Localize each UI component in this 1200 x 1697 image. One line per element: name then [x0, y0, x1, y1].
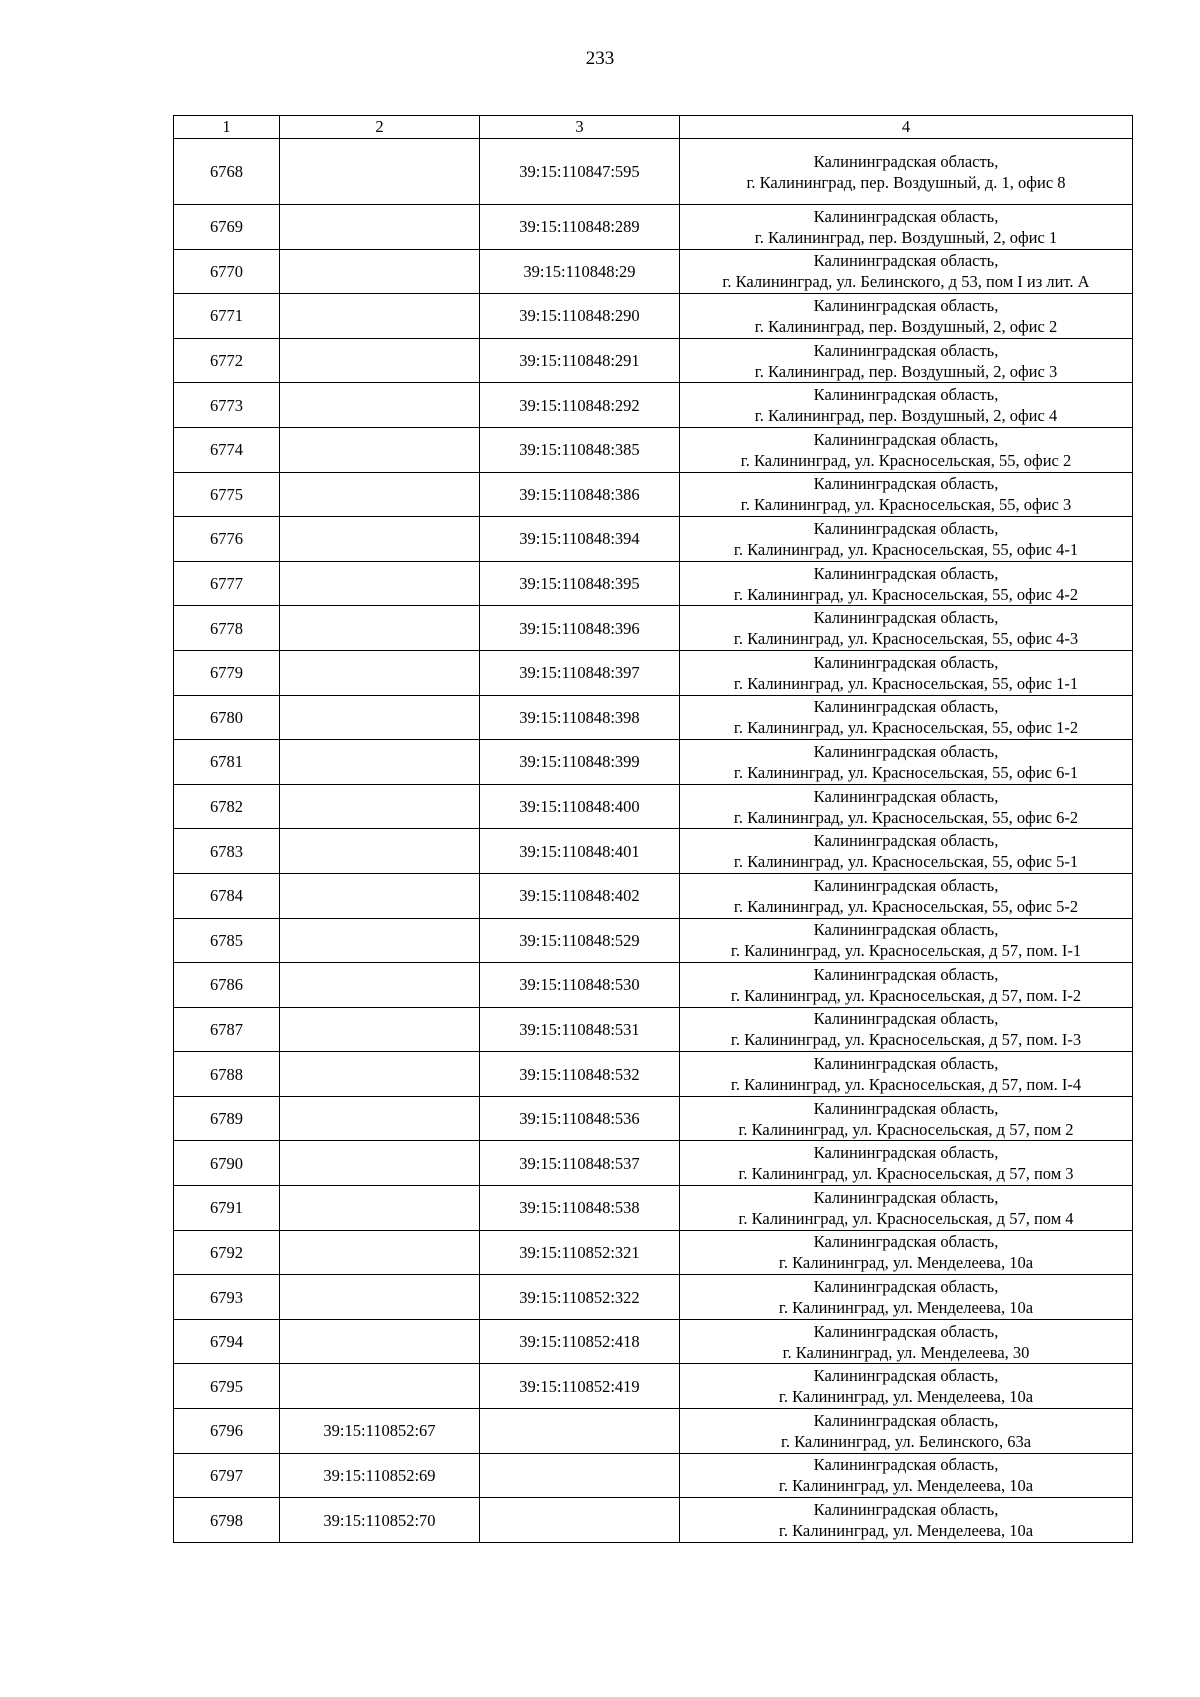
address-region: Калининградская область, [813, 1187, 999, 1207]
address-region: Калининградская область, [813, 964, 999, 984]
row-number: 6786 [174, 963, 280, 1008]
cadastral-number-col2 [280, 338, 480, 383]
address-cell [680, 383, 1133, 428]
address-street: г. Калининград, ул. Менделеева, 10а [778, 1387, 1034, 1407]
row-number: 6784 [174, 873, 280, 918]
address-region: Калининградская область, [813, 474, 999, 494]
table-body [174, 139, 1133, 1543]
cadastral-number-col3: 39:15:110847:595 [480, 139, 680, 205]
table-row [174, 249, 1133, 294]
row-number: 6780 [174, 695, 280, 740]
cadastral-number-col3: 39:15:110848:394 [480, 517, 680, 562]
cadastral-number-col2 [280, 1319, 480, 1364]
cadastral-number-col2 [280, 650, 480, 695]
table-row [174, 650, 1133, 695]
address-region: Калининградская область, [813, 920, 999, 940]
address-street: г. Калининград, ул. Менделеева, 10а [778, 1253, 1034, 1273]
table-header [174, 116, 1133, 139]
cadastral-number-col3: 39:15:110848:537 [480, 1141, 680, 1186]
address-cell [680, 1453, 1133, 1498]
cadastral-number-col2 [280, 1007, 480, 1052]
row-number: 6773 [174, 383, 280, 428]
row-number: 6790 [174, 1141, 280, 1186]
address-region: Калининградская область, [813, 518, 999, 538]
cadastral-number-col2 [280, 784, 480, 829]
address-street: г. Калининград, ул. Красносельская, 55, офис 2 [740, 450, 1072, 470]
row-number: 6775 [174, 472, 280, 517]
row-number: 6770 [174, 249, 280, 294]
row-number: 6776 [174, 517, 280, 562]
cadastral-number-col3: 39:15:110848:396 [480, 606, 680, 651]
address-cell [680, 427, 1133, 472]
cadastral-number-col3: 39:15:110848:290 [480, 294, 680, 339]
cadastral-number-col2: 39:15:110852:67 [280, 1409, 480, 1454]
cadastral-number-col2 [280, 472, 480, 517]
table-row [174, 139, 1133, 205]
row-number: 6774 [174, 427, 280, 472]
address-region: Калининградская область, [813, 151, 999, 171]
address-cell [680, 1498, 1133, 1543]
cadastral-number-col3: 39:15:110848:386 [480, 472, 680, 517]
address-region: Калининградская область, [813, 251, 999, 271]
address-street: г. Калининград, ул. Менделеева, 10а [778, 1298, 1034, 1318]
address-region: Калининградская область, [813, 295, 999, 315]
cadastral-number-col2 [280, 249, 480, 294]
cadastral-number-col2: 39:15:110852:69 [280, 1453, 480, 1498]
table-row [174, 963, 1133, 1008]
address-street: г. Калининград, ул. Менделеева, 30 [782, 1342, 1030, 1362]
address-cell [680, 1096, 1133, 1141]
address-cell [680, 517, 1133, 562]
cadastral-number-col2 [280, 695, 480, 740]
cadastral-number-col2 [280, 1364, 480, 1409]
address-street: г. Калининград, ул. Красносельская, 55, офис 4-2 [733, 584, 1079, 604]
address-cell [680, 695, 1133, 740]
cadastral-number-col3 [480, 1409, 680, 1454]
table-row [174, 427, 1133, 472]
address-cell [680, 139, 1133, 205]
cadastral-number-col3 [480, 1498, 680, 1543]
table-row [174, 1409, 1133, 1454]
cadastral-number-col3: 39:15:110852:419 [480, 1364, 680, 1409]
row-number: 6782 [174, 784, 280, 829]
row-number: 6794 [174, 1319, 280, 1364]
address-region: Калининградская область, [813, 1277, 999, 1297]
address-cell [680, 472, 1133, 517]
row-number: 6772 [174, 338, 280, 383]
table-row [174, 1364, 1133, 1409]
cadastral-number-col3: 39:15:110848:29 [480, 249, 680, 294]
table-row [174, 561, 1133, 606]
table-row [174, 1498, 1133, 1543]
cadastral-number-col2 [280, 1275, 480, 1320]
address-region: Калининградская область, [813, 741, 999, 761]
address-cell [680, 1319, 1133, 1364]
address-street: г. Калининград, ул. Красносельская, 55, офис 3 [740, 495, 1072, 515]
address-street: г. Калининград, ул. Красносельская, 55, офис 1-1 [733, 673, 1079, 693]
cadastral-number-col3: 39:15:110848:397 [480, 650, 680, 695]
cadastral-number-col3: 39:15:110848:402 [480, 873, 680, 918]
cadastral-number-col2 [280, 1096, 480, 1141]
cadastral-number-col2 [280, 383, 480, 428]
address-cell [680, 338, 1133, 383]
address-cell [680, 1230, 1133, 1275]
cadastral-number-col3: 39:15:110848:385 [480, 427, 680, 472]
address-cell [680, 650, 1133, 695]
table-row [174, 294, 1133, 339]
address-cell [680, 205, 1133, 250]
address-street: г. Калининград, ул. Менделеева, 10а [778, 1521, 1034, 1541]
column-header-2: 2 [280, 116, 480, 139]
row-number: 6787 [174, 1007, 280, 1052]
address-street: г. Калининград, ул. Красносельская, д 57, пом. I-2 [730, 985, 1082, 1005]
table-row [174, 383, 1133, 428]
address-region: Калининградская область, [813, 1321, 999, 1341]
cadastral-number-col3: 39:15:110848:538 [480, 1186, 680, 1231]
cadastral-number-col3: 39:15:110848:399 [480, 740, 680, 785]
row-number: 6797 [174, 1453, 280, 1498]
cadastral-number-col2 [280, 427, 480, 472]
cadastral-number-col2 [280, 205, 480, 250]
row-number: 6789 [174, 1096, 280, 1141]
table-row [174, 1319, 1133, 1364]
address-street: г. Калининград, пер. Воздушный, 2, офис 4 [754, 406, 1058, 426]
cadastral-number-col2 [280, 517, 480, 562]
address-street: г. Калининград, ул. Белинского, д 53, пом I из лит. А [722, 272, 1090, 292]
row-number: 6785 [174, 918, 280, 963]
row-number: 6795 [174, 1364, 280, 1409]
cadastral-number-col3: 39:15:110848:529 [480, 918, 680, 963]
table-row [174, 338, 1133, 383]
cadastral-number-col2 [280, 1230, 480, 1275]
address-region: Калининградская область, [813, 1054, 999, 1074]
table-row [174, 1096, 1133, 1141]
table-row [174, 1007, 1133, 1052]
header-row [174, 116, 1133, 139]
row-number: 6792 [174, 1230, 280, 1275]
address-region: Калининградская область, [813, 608, 999, 628]
address-region: Калининградская область, [813, 429, 999, 449]
cadastral-number-col3: 39:15:110848:292 [480, 383, 680, 428]
address-street: г. Калининград, ул. Красносельская, 55, офис 6-2 [733, 807, 1079, 827]
row-number: 6796 [174, 1409, 280, 1454]
row-number: 6791 [174, 1186, 280, 1231]
row-number: 6798 [174, 1498, 280, 1543]
address-region: Калининградская область, [813, 1232, 999, 1252]
cadastral-number-col2 [280, 1052, 480, 1097]
column-header-4: 4 [680, 116, 1133, 139]
address-region: Калининградская область, [813, 831, 999, 851]
cadastral-number-col2 [280, 561, 480, 606]
table-row [174, 606, 1133, 651]
row-number: 6788 [174, 1052, 280, 1097]
table-row [174, 695, 1133, 740]
address-cell [680, 829, 1133, 874]
row-number: 6778 [174, 606, 280, 651]
table-row [174, 1453, 1133, 1498]
address-region: Калининградская область, [813, 1098, 999, 1118]
address-cell [680, 1141, 1133, 1186]
cadastral-number-col3: 39:15:110848:400 [480, 784, 680, 829]
cadastral-number-col3: 39:15:110848:532 [480, 1052, 680, 1097]
address-cell [680, 963, 1133, 1008]
cadastral-number-col2 [280, 1186, 480, 1231]
row-number: 6768 [174, 139, 280, 205]
address-region: Калининградская область, [813, 786, 999, 806]
row-number: 6793 [174, 1275, 280, 1320]
address-cell [680, 1186, 1133, 1231]
address-cell [680, 784, 1133, 829]
table-row [174, 205, 1133, 250]
row-number: 6783 [174, 829, 280, 874]
address-street: г. Калининград, ул. Красносельская, д 57, пом 2 [738, 1119, 1074, 1139]
address-region: Калининградская область, [813, 1410, 999, 1430]
table-row [174, 1275, 1133, 1320]
row-number: 6771 [174, 294, 280, 339]
address-street: г. Калининград, ул. Красносельская, д 57, пом 3 [738, 1164, 1074, 1184]
cadastral-number-col3: 39:15:110848:401 [480, 829, 680, 874]
address-region: Калининградская область, [813, 340, 999, 360]
row-number: 6769 [174, 205, 280, 250]
row-number: 6777 [174, 561, 280, 606]
address-street: г. Калининград, ул. Менделеева, 10а [778, 1476, 1034, 1496]
address-region: Калининградская область, [813, 652, 999, 672]
table-row [174, 873, 1133, 918]
address-cell [680, 1052, 1133, 1097]
address-region: Калининградская область, [813, 385, 999, 405]
address-street: г. Калининград, ул. Красносельская, 55, офис 6-1 [733, 762, 1079, 782]
cadastral-number-col2: 39:15:110852:70 [280, 1498, 480, 1543]
row-number: 6779 [174, 650, 280, 695]
address-street: г. Калининград, пер. Воздушный, 2, офис 1 [754, 227, 1058, 247]
cadastral-number-col3 [480, 1453, 680, 1498]
address-region: Калининградская область, [813, 563, 999, 583]
table-row [174, 829, 1133, 874]
address-cell [680, 606, 1133, 651]
table-row [174, 1230, 1133, 1275]
address-street: г. Калининград, ул. Красносельская, д 57, пом. I-1 [730, 941, 1082, 961]
address-street: г. Калининград, ул. Белинского, 63а [780, 1431, 1032, 1451]
address-region: Калининградская область, [813, 206, 999, 226]
table-row [174, 1141, 1133, 1186]
table-row [174, 517, 1133, 562]
cadastral-number-col3: 39:15:110848:398 [480, 695, 680, 740]
cadastral-number-col3: 39:15:110848:289 [480, 205, 680, 250]
address-region: Калининградская область, [813, 1143, 999, 1163]
address-cell [680, 1007, 1133, 1052]
column-header-3: 3 [480, 116, 680, 139]
cadastral-number-col2 [280, 139, 480, 205]
address-cell [680, 561, 1133, 606]
address-street: г. Калининград, ул. Красносельская, 55, офис 5-2 [733, 896, 1079, 916]
registry-table [173, 115, 1133, 1543]
address-street: г. Калининград, пер. Воздушный, д. 1, офис 8 [746, 172, 1066, 192]
table-row [174, 740, 1133, 785]
address-cell [680, 1409, 1133, 1454]
cadastral-number-col2 [280, 918, 480, 963]
cadastral-number-col2 [280, 740, 480, 785]
cadastral-number-col3: 39:15:110852:321 [480, 1230, 680, 1275]
address-street: г. Калининград, пер. Воздушный, 2, офис 2 [754, 316, 1058, 336]
address-region: Калининградская область, [813, 1455, 999, 1475]
address-cell [680, 1275, 1133, 1320]
address-cell [680, 249, 1133, 294]
table-row [174, 784, 1133, 829]
address-street: г. Калининград, ул. Красносельская, 55, офис 4-3 [733, 629, 1079, 649]
column-header-1: 1 [174, 116, 280, 139]
address-street: г. Калининград, ул. Красносельская, д 57, пом. I-3 [730, 1030, 1082, 1050]
address-cell [680, 294, 1133, 339]
cadastral-number-col2 [280, 829, 480, 874]
address-region: Калининградская область, [813, 697, 999, 717]
address-cell [680, 873, 1133, 918]
address-street: г. Калининград, ул. Красносельская, д 57, пом 4 [738, 1208, 1074, 1228]
address-street: г. Калининград, ул. Красносельская, д 57, пом. I-4 [730, 1075, 1082, 1095]
cadastral-number-col3: 39:15:110852:322 [480, 1275, 680, 1320]
cadastral-number-col2 [280, 963, 480, 1008]
address-street: г. Калининград, ул. Красносельская, 55, офис 4-1 [733, 539, 1079, 559]
address-street: г. Калининград, пер. Воздушный, 2, офис 3 [754, 361, 1058, 381]
table-row [174, 472, 1133, 517]
address-street: г. Калининград, ул. Красносельская, 55, офис 1-2 [733, 718, 1079, 738]
cadastral-number-col3: 39:15:110848:291 [480, 338, 680, 383]
cadastral-number-col3: 39:15:110852:418 [480, 1319, 680, 1364]
address-street: г. Калининград, ул. Красносельская, 55, офис 5-1 [733, 852, 1079, 872]
cadastral-number-col2 [280, 606, 480, 651]
address-region: Калининградская область, [813, 1500, 999, 1520]
address-region: Калининградская область, [813, 1009, 999, 1029]
address-region: Калининградская область, [813, 1366, 999, 1386]
cadastral-number-col2 [280, 294, 480, 339]
cadastral-number-col3: 39:15:110848:531 [480, 1007, 680, 1052]
cadastral-number-col2 [280, 873, 480, 918]
table-row [174, 1186, 1133, 1231]
address-region: Калининградская область, [813, 875, 999, 895]
address-cell [680, 918, 1133, 963]
address-cell [680, 740, 1133, 785]
address-cell [680, 1364, 1133, 1409]
cadastral-number-col2 [280, 1141, 480, 1186]
cadastral-number-col3: 39:15:110848:536 [480, 1096, 680, 1141]
table-row [174, 918, 1133, 963]
cadastral-number-col3: 39:15:110848:530 [480, 963, 680, 1008]
table-row [174, 1052, 1133, 1097]
cadastral-number-col3: 39:15:110848:395 [480, 561, 680, 606]
page-number: 233 [585, 48, 615, 69]
row-number: 6781 [174, 740, 280, 785]
